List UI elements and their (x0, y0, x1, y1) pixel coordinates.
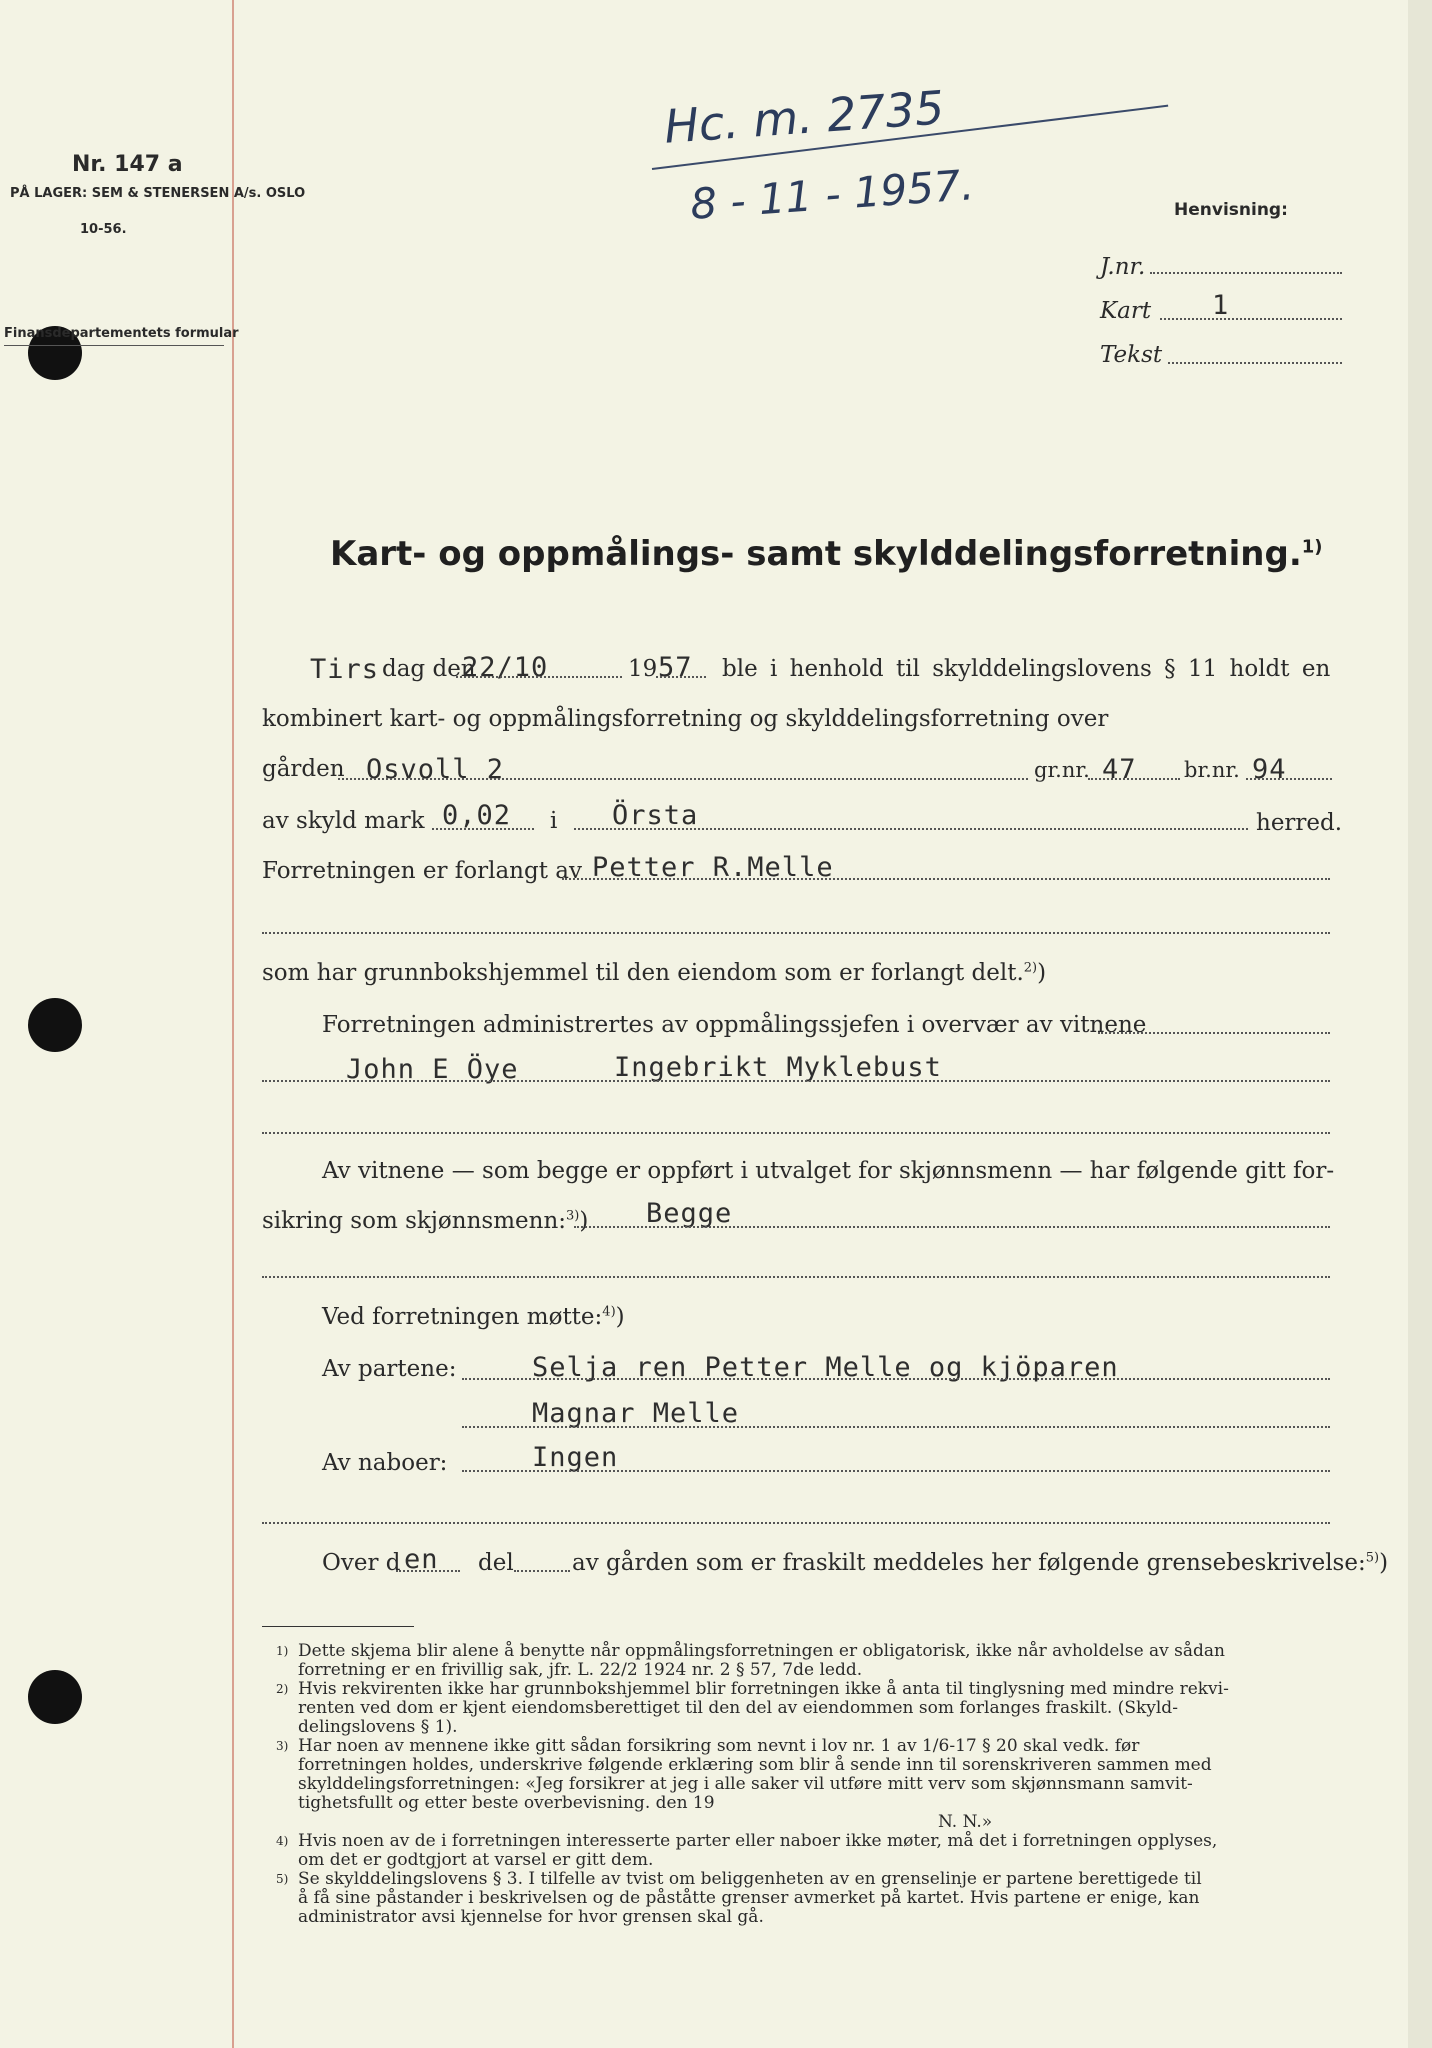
admin-field (1098, 1032, 1330, 1034)
intro-text-line2: kombinert kart- og oppmålingsforretning og skylddelingsforretning over (262, 706, 1109, 732)
del-field (514, 1570, 570, 1572)
punch-hole (28, 1670, 82, 1724)
weekday: Tirs (310, 654, 380, 685)
over-field (396, 1570, 460, 1572)
header-rule (4, 345, 224, 346)
supplier-line: PÅ LAGER: SEM & STENERSEN A/s. OSLO (10, 186, 306, 201)
bnr-value: 94 (1252, 754, 1287, 785)
party-2: Magnar Melle (532, 1398, 740, 1429)
requested-by: Petter R.Melle (592, 852, 834, 883)
intro-text: ble i henhold til skylddelingslovens § 11 holdt en (722, 656, 1331, 682)
margin-line (232, 0, 234, 2048)
farm-label: gården (262, 756, 345, 782)
witness-1: John E Öye (346, 1054, 519, 1085)
day-label: dag den (382, 656, 476, 682)
footnote-rule (262, 1626, 414, 1627)
year-prefix: 19 (628, 656, 658, 682)
skyld-label: av skyld mark (262, 808, 425, 834)
municipality-value: Örsta (612, 800, 699, 831)
gnr-value: 47 (1102, 754, 1137, 785)
jnr-field (1150, 272, 1342, 274)
footnotes (276, 1641, 1229, 1927)
farm-field (338, 778, 1028, 780)
year-value: 57 (658, 652, 693, 683)
boundary-text: av gården som er fraskilt meddeles her følgende grensebeskrivelse:$^{5)}$) (572, 1550, 1389, 1576)
footnote-signature: N. N.» (938, 1812, 993, 1832)
bnr-field (1246, 778, 1332, 780)
kart-label: Kart (1100, 298, 1152, 324)
kart-value: 1 (1212, 290, 1230, 321)
over-label: Over d (322, 1550, 401, 1576)
requested-field-line2 (262, 932, 1330, 934)
del-label: del (478, 1550, 514, 1576)
tekst-field (1168, 362, 1342, 364)
gnr-field (1088, 778, 1180, 780)
neighbours-label: Av naboer: (322, 1450, 448, 1476)
attended-label: Ved forretningen møtte:$^{4)}$) (322, 1304, 625, 1330)
page-title: Kart- og oppmålings- samt skylddelingsforretning.$^{1)}$ (330, 534, 1323, 574)
footnote: 1) Dette skjema blir alene å benytte når oppmålingsforretningen er obligatorisk, ikke når avholdelse av sådan forretning er en frivillig sak, jfr. L. 22/2 1924 nr. 2 § 57, 7de ledd. (276, 1641, 1226, 1680)
farm-name: Osvoll 2 (366, 754, 505, 785)
herred-label: herred. (1256, 810, 1343, 836)
oath-text: Av vitnene — som begge er oppført i utvalget for skjønnsmenn — har følgende gitt for- (322, 1158, 1335, 1184)
oath-text-line2: sikring som skjønnsmenn:$^{3)}$) (262, 1208, 589, 1234)
skyld-value: 0,02 (442, 800, 512, 831)
print-date: 10-56. (80, 222, 127, 237)
ministry-label: Finansdepartementets formular (4, 326, 239, 341)
witness-field-line2 (262, 1132, 1330, 1134)
tekst-label: Tekst (1100, 342, 1163, 368)
year-field (656, 676, 706, 678)
parties-field (462, 1378, 1330, 1380)
neighbours-field (462, 1470, 1330, 1472)
oath-field-line2 (262, 1276, 1330, 1278)
footnote: 3) Har noen av mennene ikke gitt sådan forsikring som nevnt i lov nr. 1 av 1/6-17 § 20 skal vedk. før forretningen holdes, underskrive følgende erklæring som blir å sende inn til sorenskriveren sammen med skylddelingsforretningen: «Jeg forsikrer at jeg i alle saker vil utføre mitt verv som skjønnsmann samvit- tighetsfullt og etter beste overbevisning. den 19 (276, 1736, 1212, 1813)
punch-hole (28, 998, 82, 1052)
skyld-field (432, 828, 534, 830)
footnote: 4) Hvis noen av de i forretningen interesserte parter eller naboer ikke møter, må det i forretningen opplyses, om det er godtgjort at varsel er gitt dem. (276, 1831, 1218, 1870)
parties-field-line2 (462, 1426, 1330, 1428)
municipality-field (574, 828, 1248, 830)
kart-field (1160, 318, 1342, 320)
form-number: Nr. 147 a (72, 152, 183, 177)
stamp-date: 8 - 11 - 1957. (688, 160, 976, 229)
in-label: i (550, 808, 558, 834)
witness-2: Ingebrikt Myklebust (614, 1052, 942, 1083)
gnr-label: gr.nr. (1034, 758, 1090, 782)
footnote: 2) Hvis rekvirenten ikke har grunnbokshjemmel blir forretningen ikke å anta til tinglysning med mindre rekvi- renten ved dom er kjent eiendomsberettiget til den del av eiendommen som forlanges fraskilt. (Skyld- delingslovens § 1). (276, 1679, 1229, 1737)
bnr-label: br.nr. (1184, 758, 1240, 782)
jnr-label: J.nr. (1100, 254, 1146, 280)
witness-field (262, 1080, 1330, 1082)
oath-field (574, 1226, 1330, 1228)
parties-label: Av partene: (322, 1356, 457, 1382)
over-value: en (404, 1544, 439, 1575)
date-value: 22/10 (462, 652, 549, 683)
date-field (456, 676, 622, 678)
oath-value: Begge (646, 1198, 733, 1229)
reference-stamp: Hc. m. 2735 (662, 80, 946, 154)
admin-text: Forretningen administrertes av oppmålingssjefen i overvær av vitnene (322, 1012, 1147, 1038)
reference-heading: Henvisning: (1174, 200, 1288, 220)
party-1: Selja ren Petter Melle og kjöparen (532, 1352, 1119, 1383)
footnote: 5) Se skylddelingslovens § 3. I tilfelle av tvist om beliggenheten av en grenselinje er partene berettigede til å få sine påstander i beskrivelsen og de påståtte grenser avmerket på kartet. Hvis partene er enige, kan administrator avsi kjennelse for hvor grensen skal gå. (276, 1869, 1202, 1927)
neighbours-field-line2 (262, 1522, 1330, 1524)
requested-label: Forretningen er forlangt av (262, 858, 582, 884)
neighbours-value: Ingen (532, 1442, 619, 1473)
owner-text: som har grunnbokshjemmel til den eiendom som er forlangt delt.$^{2)}$) (262, 960, 1047, 986)
page-edge (1408, 0, 1432, 2048)
requested-field (562, 878, 1330, 880)
